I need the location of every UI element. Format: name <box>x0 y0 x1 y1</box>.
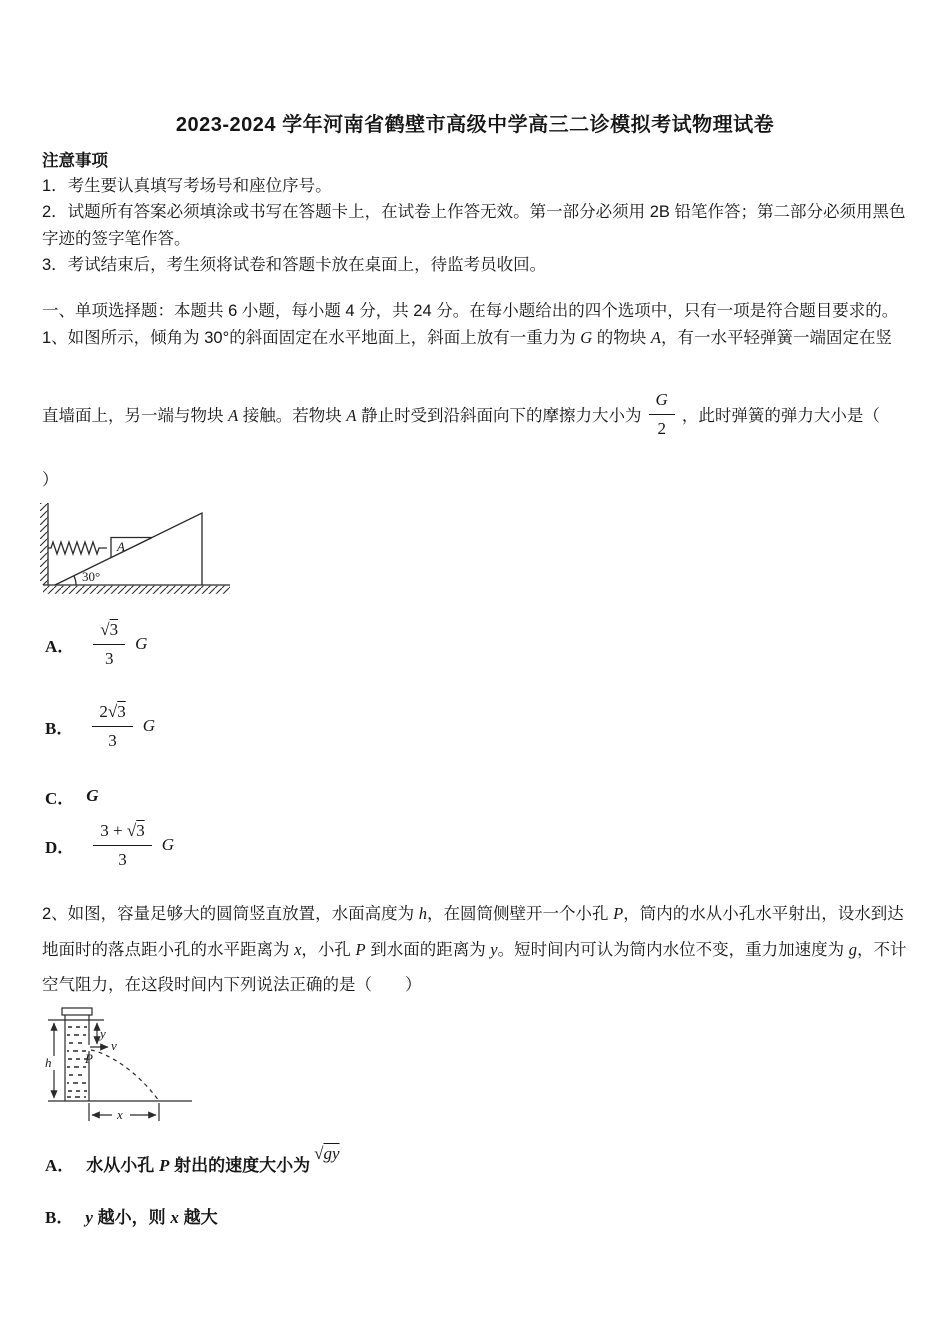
q1-option-C-value: G <box>86 786 99 805</box>
q1-option-D-letter: D． <box>45 837 75 857</box>
question1-line2-pre: 直墙面上，另一端与物块 A 接触。若物块 A 静止时受到沿斜面向下的摩擦力大小为 <box>42 406 642 425</box>
q1-option-D-fraction: $\frac{3 + √3}{3}$ <box>93 820 151 870</box>
incline-spring-diagram <box>40 497 240 597</box>
p-label: P <box>85 1051 93 1066</box>
y-label: y <box>100 1026 106 1041</box>
question1-line2-post: ，此时弹簧的弹力大小是（ <box>681 407 880 425</box>
x-label: x <box>117 1107 123 1122</box>
q2-option-B-text: y 越小，则 x 越大 <box>85 1207 218 1227</box>
q1-option-B <box>45 696 155 756</box>
water-dashes <box>67 1027 87 1097</box>
v-label: v <box>111 1038 117 1053</box>
angle-label: 30° <box>82 569 101 584</box>
question1-text-line1: 1、如图所示，倾角为 30°的斜面固定在水平地面上，斜面上放有一重力为 G 的物块 A，有一水平轻弹簧一端固定在竖 <box>42 328 892 347</box>
cylinder-rim <box>62 1008 92 1015</box>
q1-option-C <box>45 782 99 810</box>
q1-option-B-fraction: $\frac{2√3}{3}$ <box>92 701 132 751</box>
q2-option-B <box>45 1201 218 1229</box>
exam-title: 2023-2024 学年河南省鹤壁市高级中学高三二诊模拟考试物理试卷 <box>175 114 775 136</box>
spring <box>48 542 107 554</box>
water-trajectory <box>91 1050 159 1101</box>
q1-option-D <box>45 815 174 875</box>
q1-option-A-fraction: $\frac{√3}{3}$ <box>93 619 125 669</box>
q2-option-A-letter: A． <box>45 1155 75 1175</box>
q1-option-C-letter: C． <box>45 788 75 808</box>
question1-fraction-G-over-2 <box>649 389 675 439</box>
h-label: h <box>45 1055 52 1070</box>
q2-option-A-text: 水从小孔 P 射出的速度大小为 <box>86 1155 311 1175</box>
q1-option-D-suffix: G <box>161 835 174 854</box>
wall-hatching <box>40 503 48 585</box>
question2-text: 2、如图，容量足够大的圆筒竖直放置，水面高度为 h，在圆筒侧壁开一个小孔 P，筒内的水从小孔水平射出，设水到达地面时的落点距小孔的水平距离为 x，小孔 P 到水面的距离为 y。短时间内可认为筒内水位不变，重力加速度为 g，不计空气阻力，在这段时间内下列说法正确的是（ ） <box>42 904 907 994</box>
angle-arc <box>74 576 76 585</box>
q2-option-A <box>45 1143 340 1183</box>
fraction-denominator: 2 <box>657 418 666 438</box>
notice-heading: 注意事项 <box>42 152 108 170</box>
q2-option-B-letter: B． <box>45 1207 74 1227</box>
notice-item-2: 2．试题所有答案必须填涂或书写在答题卡上，在试卷上作答无效。第一部分必须用 2B 铅笔作答；第二部分必须用黑色字迹的签字笔作答。 <box>42 203 906 248</box>
ground-hatching <box>43 586 230 594</box>
fraction-numerator: G <box>649 389 675 414</box>
q1-option-B-suffix: G <box>142 716 155 735</box>
q1-option-A-letter: A． <box>45 636 75 656</box>
q1-option-B-letter: B． <box>45 718 74 738</box>
question1-text-line2 <box>42 384 930 444</box>
notice-item-1: 1．考生要认真填写考场号和座位序号。 <box>42 177 332 195</box>
cylinder-water-jet-diagram <box>42 1006 252 1131</box>
q1-option-A-suffix: G <box>135 634 148 653</box>
notice-item-3: 3．考试结束后，考生须将试卷和答题卡放在桌面上，待监考员收回。 <box>42 256 547 274</box>
q2-option-A-sqrt: √gy <box>314 1144 340 1163</box>
q1-option-A <box>45 616 147 672</box>
block-A-label: A <box>117 539 125 554</box>
question1-close-paren: ） <box>42 471 59 489</box>
section1-header: 一、单项选择题：本题共 6 小题，每小题 4 分，共 24 分。在每小题给出的四个选项中，只有一项是符合题目要求的。 <box>42 302 899 320</box>
